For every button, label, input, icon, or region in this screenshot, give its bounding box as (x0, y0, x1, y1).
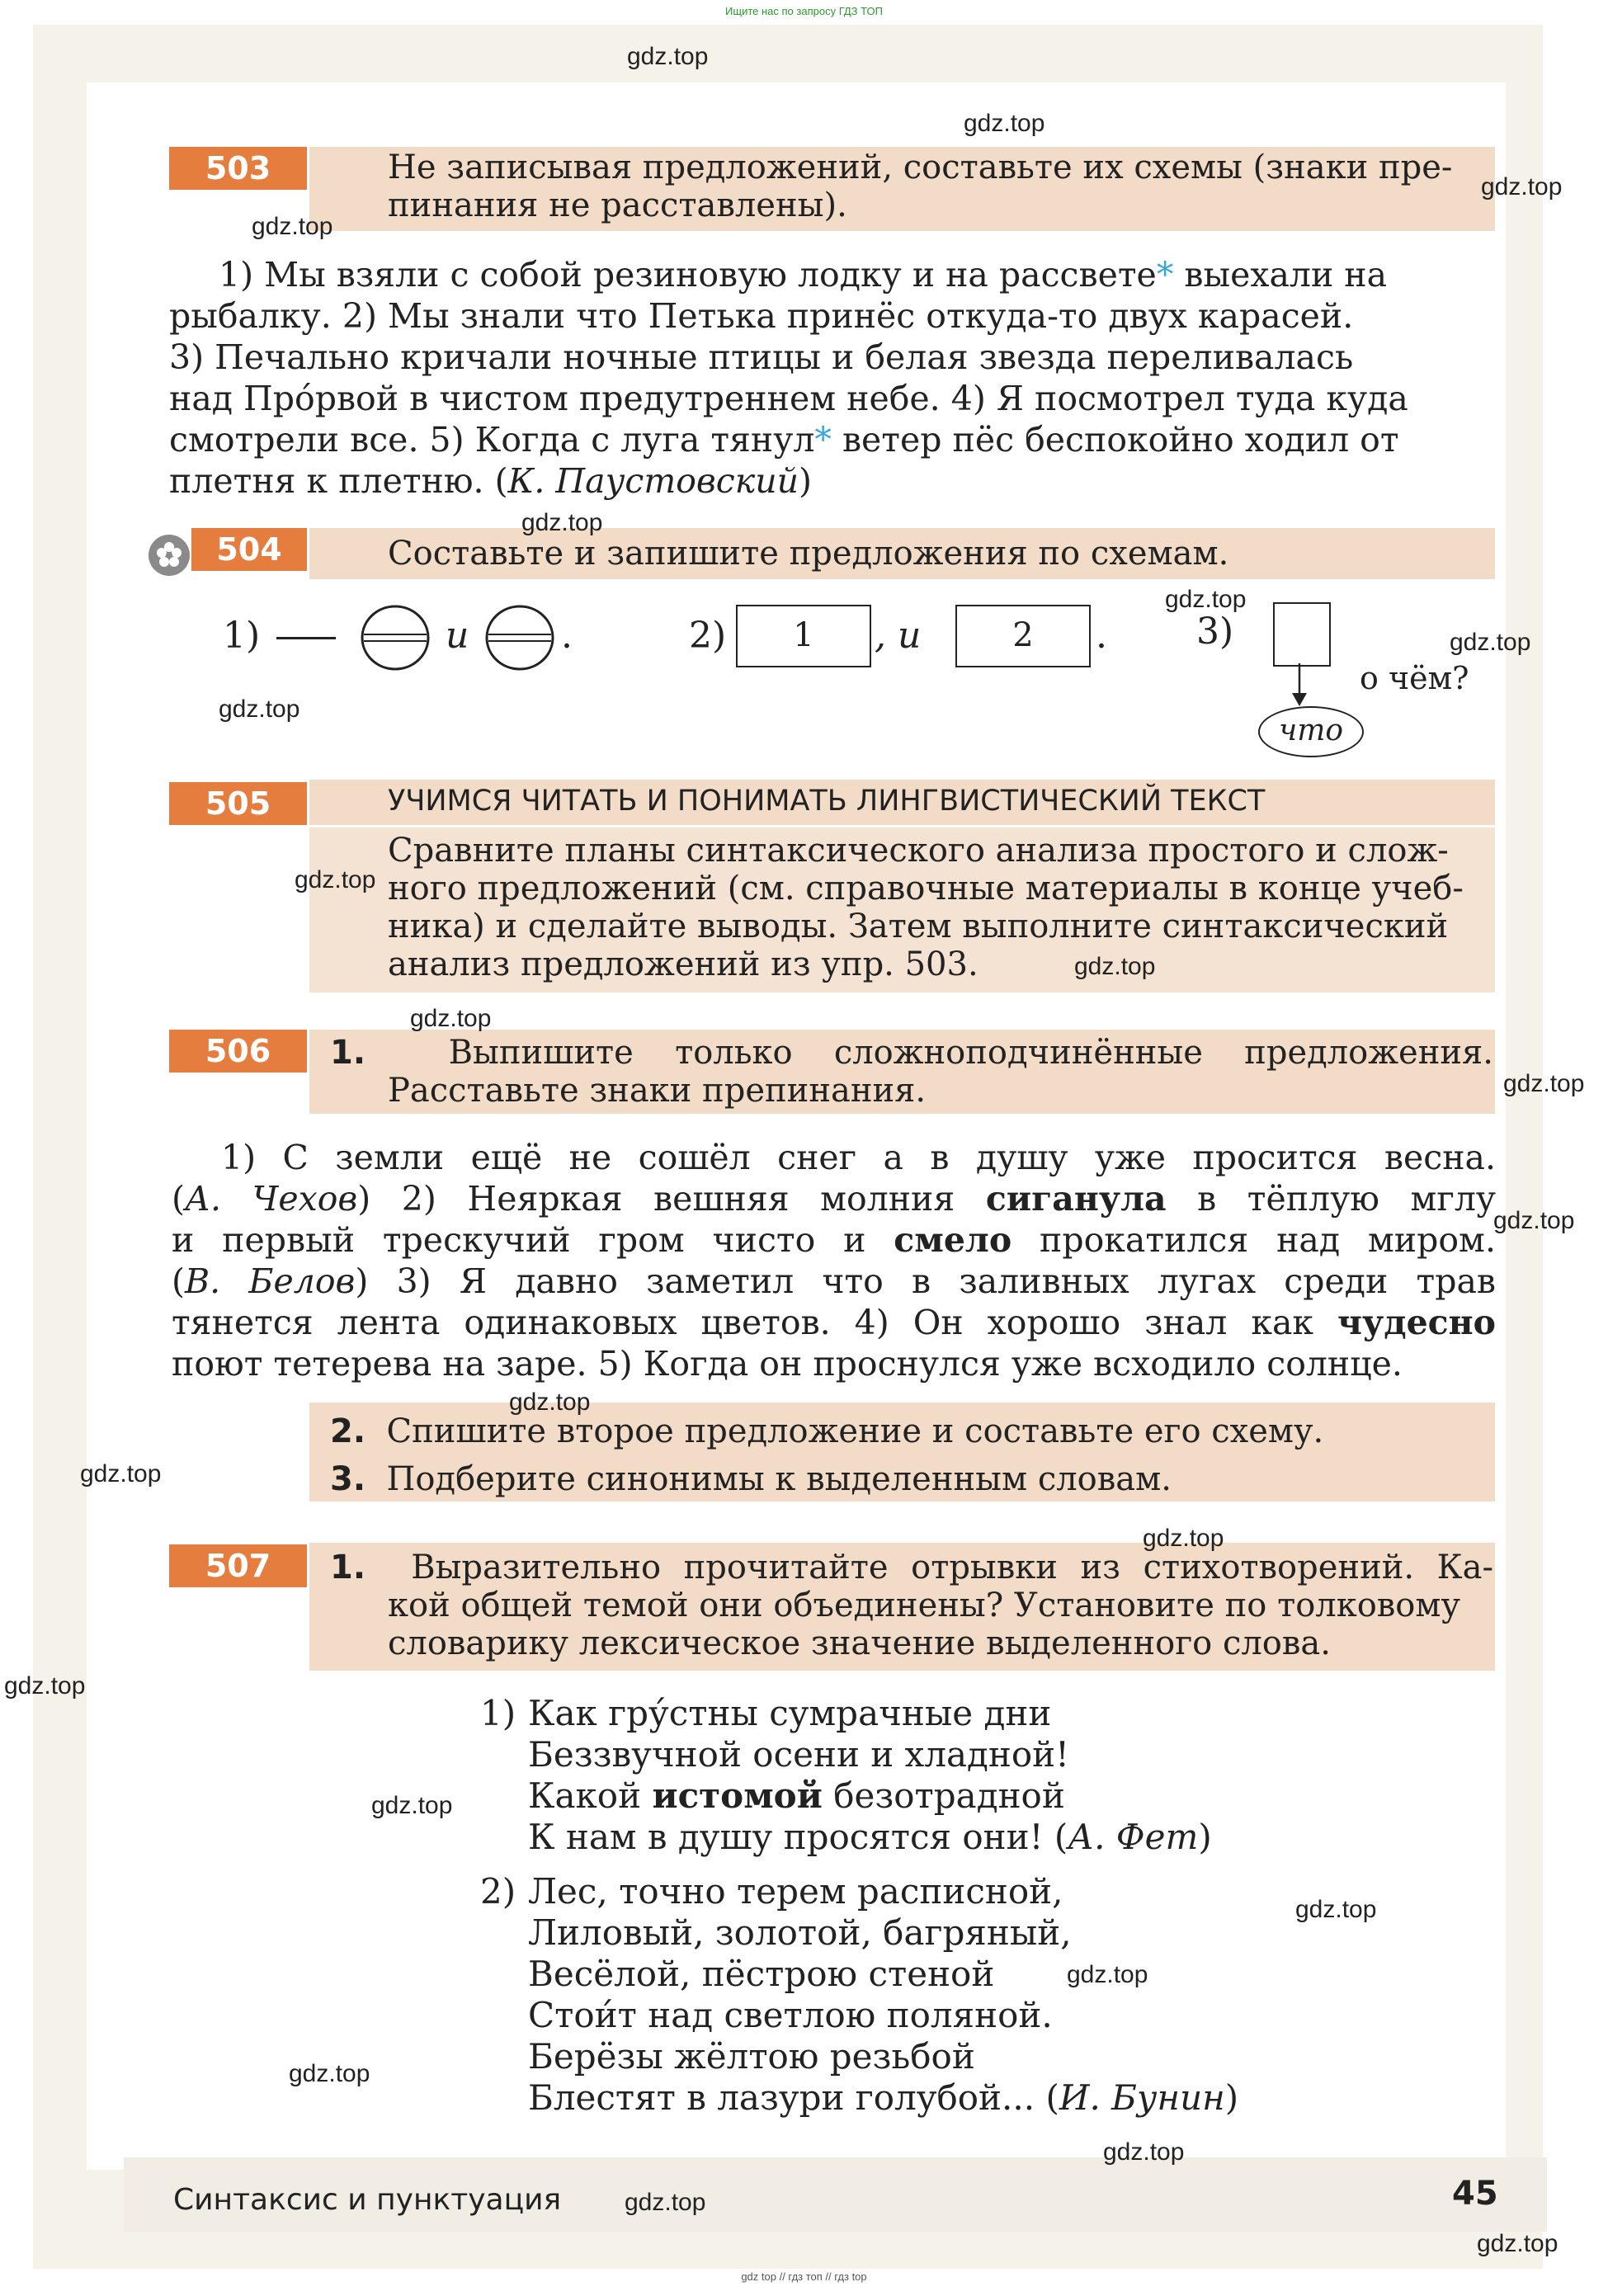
ex506-line5a: тянется лента одинаковых цветов. 4) Он хорошо знал как (172, 1303, 1337, 1342)
watermark: gdz.top (1165, 586, 1247, 613)
highlighted-word: сиганула (985, 1179, 1167, 1219)
ex507-task1-text: Выразительно прочитайте отрывки из стихотворений. Ка- (411, 1549, 1493, 1586)
footnote-star: * (1156, 255, 1174, 295)
poem1-number: 1) (480, 1693, 516, 1733)
watermark: gdz.top (4, 1672, 86, 1700)
ex506-task1-line: Расставьте знаки препинания. (388, 1072, 927, 1110)
ex503-line: над Про́рвой в чистом предутреннем небе. 4) Я посмотрел туда куда (169, 379, 1408, 418)
watermark: gdz.top (625, 2189, 706, 2216)
poem-line: Лес, точно терем расписной, (528, 1871, 1063, 1912)
ex506-line2c: ) 2) Неяркая вешняя молния (357, 1179, 986, 1219)
watermark: gdz.top (252, 213, 333, 240)
ex507-task1 (330, 1549, 1493, 1662)
author: А. Фет (1068, 1817, 1199, 1857)
watermark: gdz.top (964, 110, 1045, 137)
ex506-line: 1) С земли ещё не сошёл снег а в душу уже просится весна. (221, 1138, 1496, 1177)
highlighted-word: чудесно (1337, 1303, 1496, 1342)
scheme3-box (1273, 602, 1331, 667)
watermark: gdz.top (1450, 629, 1531, 656)
paren: ( (172, 1261, 185, 1301)
ex506-text (172, 1137, 1496, 1384)
watermark: gdz.top (1074, 953, 1156, 980)
scheme1-end: . (561, 615, 573, 657)
ex505-task-line: Сравните планы синтаксического анализа простого и слож- (388, 832, 1449, 870)
watermark: gdz.top (1295, 1896, 1377, 1923)
ex506-task1-line (330, 1034, 1493, 1072)
ex505-number-badge: 505 (169, 782, 307, 825)
task-number: 2. (330, 1412, 366, 1450)
ex505-task (388, 832, 1485, 983)
ex506-line4c: ) 3) Я давно заметил что в заливных лугах среди трав (355, 1261, 1496, 1301)
footnote-star: * (814, 420, 832, 460)
footer-section-title: Синтаксис и пунктуация (173, 2183, 562, 2217)
poem-line: Как гру́стны сумрачные дни (528, 1693, 1052, 1733)
footer-note: gdz top // гдз топ // гдз top (741, 2270, 867, 2283)
ex506-line (172, 1219, 1496, 1261)
ex506-line (172, 1302, 1496, 1343)
poem-line: Весёлой, пёстрою стеной (528, 1954, 995, 1994)
poem-line: Берёзы жёлтою резьбой (528, 2036, 975, 2077)
ex505-heading: УЧИМСЯ ЧИТАТЬ И ПОНИМАТЬ ЛИНГВИСТИЧЕСКИЙ ТЕКСТ (388, 785, 1266, 818)
ex506-task3-text: Подберите синонимы к выделенным словам. (386, 1460, 1172, 1498)
watermark: gdz.top (1067, 1961, 1148, 1988)
scheme1-word1-icon (361, 605, 430, 671)
ex506-task2 (330, 1412, 1493, 1450)
ex506-task2-text: Спишите второе предложение и составьте его схему. (386, 1412, 1324, 1450)
ex506-task1 (330, 1034, 1493, 1110)
ex506-line (172, 1261, 1496, 1302)
star-marker-icon (149, 535, 190, 576)
ex504-task: Составьте и запишите предложения по схемам. (388, 535, 1229, 573)
poem-line (528, 2077, 1238, 2119)
ex503-line (169, 254, 1493, 295)
watermark: gdz.top (1503, 1070, 1585, 1097)
ex506-line: поют тетерева на заре. 5) Когда он проснулся уже всходило солнце. (172, 1344, 1403, 1384)
poem-text: Блестят в лазури голубой... ( (528, 2077, 1059, 2118)
scheme1-dash (276, 637, 336, 639)
task-number: 1. (330, 1034, 366, 1072)
ex506-task1-text: Выпишите только сложноподчинённые предложения. (448, 1034, 1493, 1072)
ex503-task-line: пинания не расставлены). (388, 186, 847, 224)
ex505-task-line: ного предложений (см. справочные материалы в конце учеб- (388, 870, 1464, 908)
poem-line: Беззвучной осени и хладной! (528, 1734, 1070, 1775)
task-number: 1. (330, 1549, 366, 1586)
scheme2-label: 2) (689, 615, 727, 657)
scheme2-and: , и (875, 615, 922, 657)
ex506-number-badge: 506 (169, 1030, 307, 1073)
watermark: gdz.top (295, 866, 376, 893)
author: И. Бунин (1059, 2077, 1225, 2118)
ex506-line2e: в тёплую мглу (1166, 1179, 1497, 1219)
scheme2-end: . (1096, 615, 1107, 657)
watermark: gdz.top (521, 509, 603, 536)
ex507-task1-line (330, 1549, 1493, 1586)
watermark: gdz.top (509, 1388, 591, 1416)
ex503-number-badge: 503 (169, 147, 307, 190)
ex506-line (172, 1178, 1496, 1219)
ex503-line6c: ) (799, 461, 813, 501)
poem-text: К нам в душу просятся они! ( (528, 1817, 1068, 1857)
poem-line: Лиловый, золотой, багряный, (528, 1912, 1072, 1953)
poem2-number: 2) (480, 1871, 516, 1912)
paren: ( (172, 1179, 185, 1219)
ex503-task (388, 149, 1485, 224)
ex504-number-badge: 504 (191, 528, 307, 571)
ex506-line3a: и первый трескучий гром чисто и (172, 1220, 894, 1260)
author: В. Белов (185, 1261, 356, 1301)
poem-line: Стои́т над светлою поляной. (528, 1995, 1053, 2035)
page-number: 45 (1452, 2175, 1498, 2213)
ex503-line1a: 1) Мы взяли с собой резиновую лодку и на рассвете (219, 255, 1157, 295)
watermark: gdz.top (1143, 1525, 1224, 1552)
ex503-line6a: плетня к плетню. ( (169, 461, 508, 501)
poem-text: ) (1224, 2077, 1239, 2118)
ex507-number-badge: 507 (169, 1544, 307, 1587)
poem-line (528, 1775, 1065, 1817)
highlighted-word: смело (894, 1220, 1012, 1260)
header-note: Ищите нас по запросу ГДЗ ТОП (725, 5, 883, 17)
ex505-task-line: ника) и сделайте выводы. Затем выполните синтаксический (388, 908, 1449, 945)
poem-text: ) (1198, 1817, 1212, 1857)
ex503-text (169, 254, 1493, 502)
watermark: gdz.top (1493, 1207, 1575, 1234)
watermark: gdz.top (1481, 173, 1563, 200)
ex506-task3 (330, 1460, 1493, 1498)
ex503-line (169, 460, 1493, 502)
watermark: gdz.top (80, 1460, 162, 1487)
ex503-line (169, 419, 1493, 460)
poem-text: безотрадной (822, 1775, 1065, 1816)
ex503-line: рыбалку. 2) Мы знали что Петька принёс откуда-то двух карасей. (169, 296, 1354, 336)
watermark: gdz.top (410, 1005, 492, 1032)
ex503-line1b: выехали на (1184, 255, 1388, 295)
scheme3-label: 3) (1196, 611, 1234, 653)
watermark: gdz.top (627, 43, 709, 70)
author: К. Паустовский (507, 461, 799, 501)
scheme1-label: 1) (223, 615, 261, 657)
ex503-task-line: Не записывая предложений, составьте их схемы (знаки пре- (388, 149, 1453, 186)
ex506-line3c: прокатился над миром. (1011, 1220, 1496, 1260)
ex505-task-line: анализ предложений из упр. 503. (388, 945, 978, 983)
watermark: gdz.top (1477, 2230, 1558, 2257)
task-number: 3. (330, 1460, 366, 1498)
ex503-line: 3) Печально кричали ночные птицы и белая звезда переливалась (169, 337, 1354, 377)
ex507-task1-line: словарику лексическое значение выделенного слова. (388, 1624, 1331, 1662)
scheme1-word2-icon (485, 605, 554, 671)
scheme2-box2: 2 (955, 605, 1091, 667)
poem-text: Какой (528, 1775, 653, 1816)
watermark: gdz.top (289, 2060, 370, 2087)
scheme1-and: и (446, 615, 469, 657)
scheme2-box1: 1 (736, 605, 871, 667)
scheme3-oval: что (1258, 706, 1364, 757)
ex503-line5a: смотрели все. 5) Когда с луга тянул (169, 420, 815, 460)
watermark: gdz.top (1103, 2138, 1185, 2166)
scheme3-question: о чём? (1360, 660, 1469, 696)
scheme3-arrow-icon (1287, 663, 1312, 706)
poem-line (528, 1817, 1212, 1858)
highlighted-word: истомой (652, 1775, 823, 1816)
author: А. Чехов (185, 1179, 358, 1219)
ex507-task1-line: кой общей темой они объединены? Установите по толковому (388, 1586, 1461, 1624)
watermark: gdz.top (219, 695, 300, 723)
ex503-line5b: ветер пёс беспокойно ходил от (842, 420, 1399, 460)
watermark: gdz.top (371, 1792, 453, 1819)
